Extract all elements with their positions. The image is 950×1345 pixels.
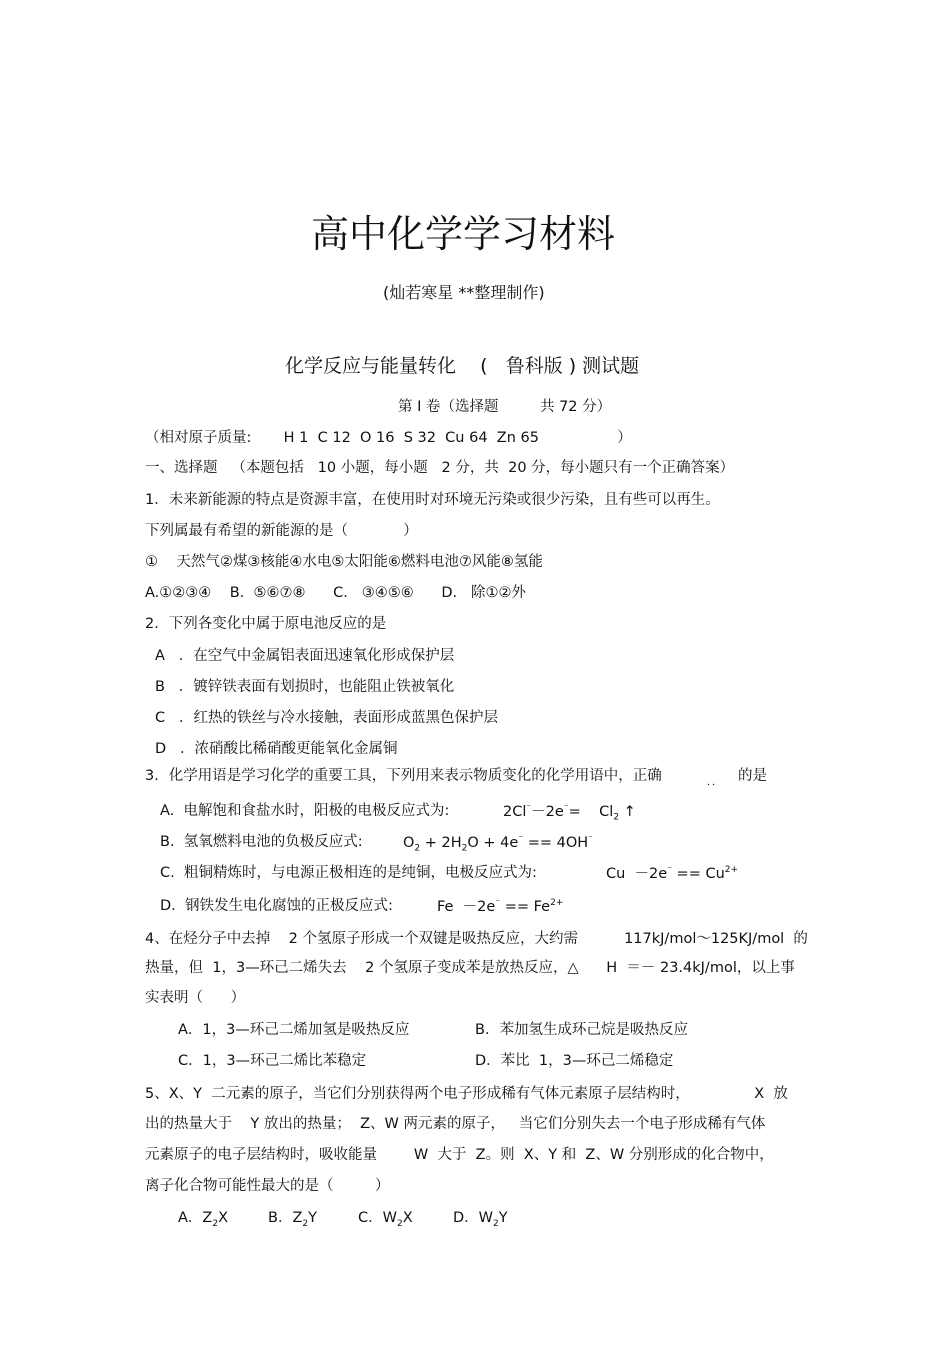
option-d: D．苯比 1，3—环己二烯稳定: [475, 1053, 674, 1069]
option-a: A. 电解饱和食盐水时，阳极的电极反应式为:: [160, 803, 450, 819]
question-text: 4、在烃分子中去掉 2 个氢原子形成一个双键是吸热反应，大约需 117kJ/mol～125KJ/mol 的: [145, 931, 808, 947]
test-title: 化学反应与能量转化 ( 鲁科版 ) 测试题: [285, 355, 640, 377]
formula-b: $O_2 + 2H_2O + 4e^{^-} == 4OH^{^-}$: [403, 834, 593, 854]
question-text: 3．化学用语是学习化学的重要工具，下列用来表示物质变化的化学用语中，正确: [145, 768, 662, 784]
formula-a: 2Cl⁻－2e⁻= $Cl_2$ ↑: [503, 803, 636, 823]
question-text: ① 天然气②煤③核能④水电⑤太阳能⑥燃料电池⑦风能⑧氢能: [145, 554, 543, 570]
option-c: C．1，3—环己二烯比苯稳定: [178, 1053, 367, 1069]
option-b: B ．镀锌铁表面有划损时，也能阻止铁被氧化: [155, 679, 455, 695]
question-text: 5、X、Y 二元素的原子，当它们分别获得两个电子形成稀有气体元素原子层结构时， X 放: [145, 1086, 788, 1102]
part-one-heading: 一、选择题 （本题包括 10 小题，每小题 2 分，共 20 分，每小题只有一个正确答案）: [145, 460, 735, 476]
option-d: D. 钢铁发生电化腐蚀的正极反应式:: [160, 898, 393, 914]
subtitle: (灿若寒星 **整理制作): [383, 283, 545, 302]
question-text: 离子化合物可能性最大的是（ ）: [145, 1178, 390, 1194]
question-text: 实表明（ ）: [145, 990, 246, 1006]
option-a: A．$Z_2X$: [178, 1210, 229, 1229]
question-text: 出的热量大于 Y 放出的热量； Z、W 两元素的原子， 当它们分别失去一个电子形成稀有气体: [145, 1116, 766, 1132]
option-c: C ．红热的铁丝与冷水接触，表面形成蓝黑色保护层: [155, 710, 498, 726]
question-text: 元素原子的电子层结构时，吸收能量 W 大于 Z。则 X、Y 和 Z、W 分别形成的化合物中，: [145, 1147, 774, 1163]
page-title: 高中化学学习材料: [311, 212, 616, 256]
question-text: 1．未来新能源的特点是资源丰富，在使用时对环境无污染或很少污染，且有些可以再生。: [145, 492, 720, 508]
option-d: D ．浓硝酸比稀硝酸更能氧化金属铜: [155, 741, 398, 757]
formula-d: $Fe -2e^{^-} == Fe^{2+}$: [437, 898, 564, 915]
formula-c: $Cu -2e^{^-} == Cu^{2+}$: [606, 865, 739, 882]
option-a: A．1，3—环己二烯加氢是吸热反应: [178, 1022, 410, 1038]
option-b: B．苯加氢生成环己烷是吸热反应: [475, 1022, 688, 1038]
option-c: C. 粗铜精炼时，与电源正极相连的是纯铜，电极反应式为:: [160, 865, 537, 881]
question-text: 的是: [738, 768, 767, 784]
question-text: 2．下列各变化中属于原电池反应的是: [145, 616, 387, 632]
question-text: 热量，但 1，3—环己二烯失去 2 个氢原子变成苯是放热反应，△ H ＝－ 23.4kJ/mol，以上事: [145, 960, 795, 976]
section-heading: 第 I 卷（选择题 共 72 分）: [398, 399, 612, 415]
emphasis-dots: ．．: [707, 777, 722, 788]
atomic-mass-note: （相对原子质量: H 1 C 12 O 16 S 32 Cu 64 Zn 65 ）: [145, 430, 632, 446]
option-d: D．$W_2Y$: [453, 1210, 508, 1229]
option-b: B. 氢氧燃料电池的负极反应式:: [160, 834, 363, 850]
question-text: 下列属最有希望的新能源的是（ ）: [145, 523, 418, 539]
option-c: C．$W_2X$: [358, 1210, 413, 1229]
option-a: A ．在空气中金属铝表面迅速氧化形成保护层: [155, 648, 455, 664]
option-line: A.①②③④ B. ⑤⑥⑦⑧ C. ③④⑤⑥ D. 除①②外: [145, 585, 526, 601]
option-b: B．$Z_2Y$: [268, 1210, 317, 1229]
